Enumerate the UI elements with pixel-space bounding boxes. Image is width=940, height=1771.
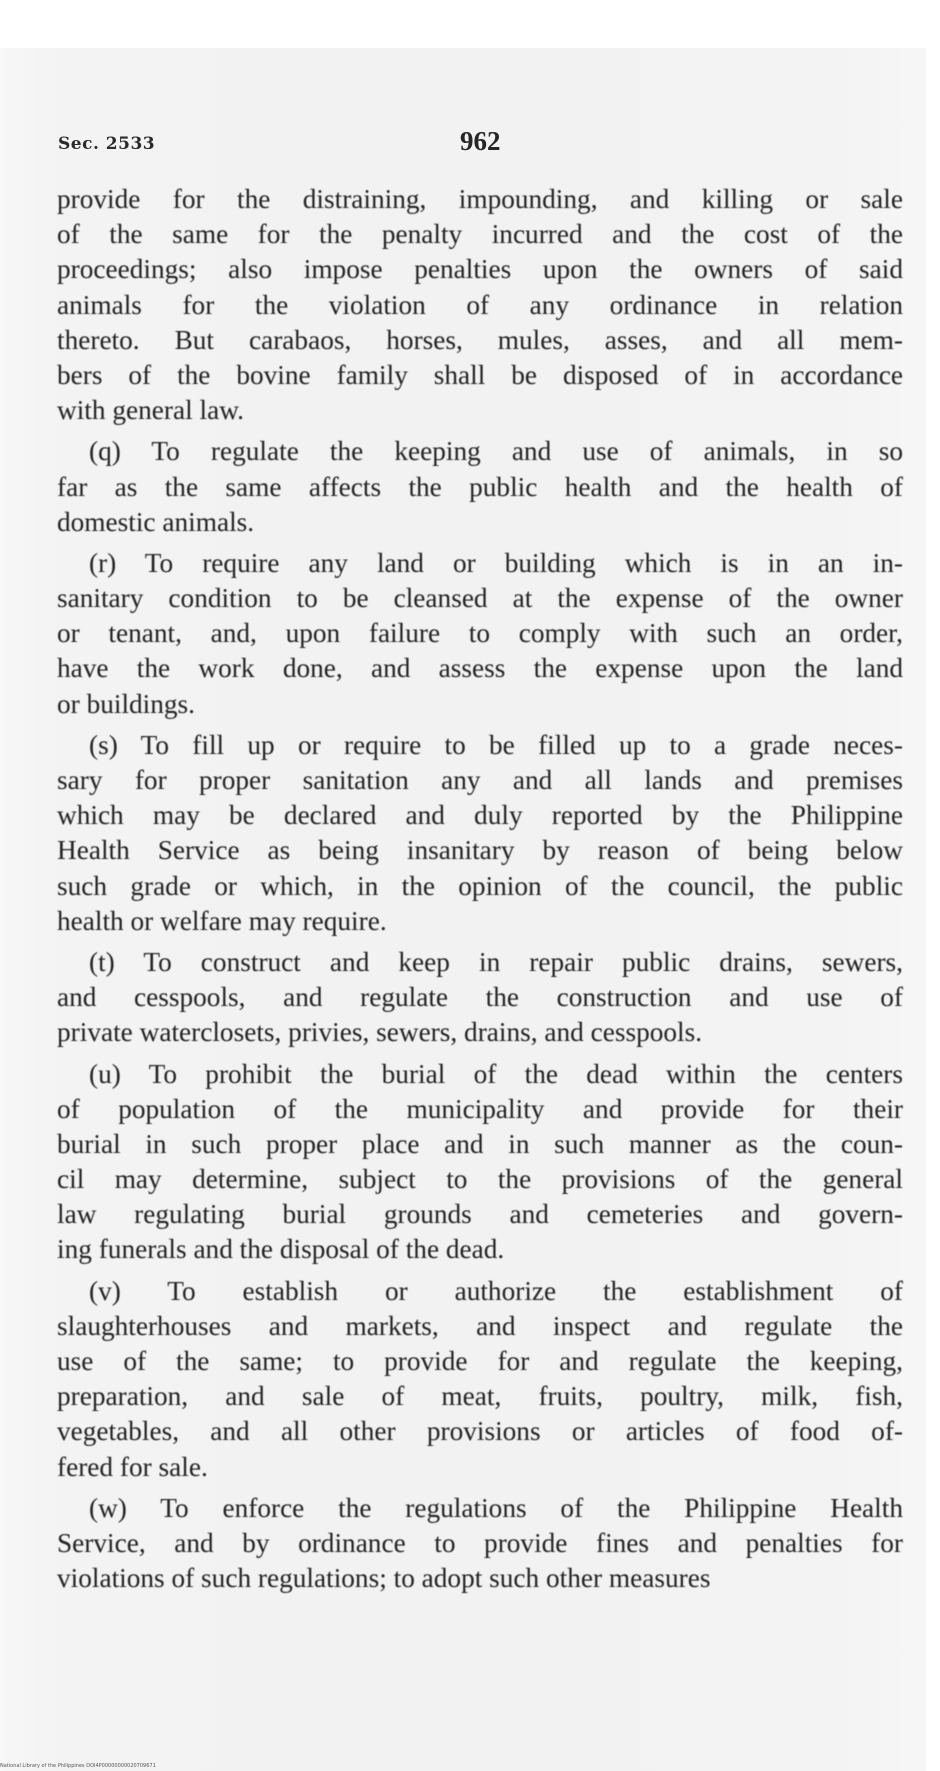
paragraph <box>57 182 903 428</box>
text-line: (s) To fill up or require to be filled up to a grade neces- <box>89 729 903 760</box>
text-line: have the work done, and assess the expense upon the land <box>57 653 903 684</box>
text-line: fered for sale. <box>57 1451 208 1482</box>
text-line: (w) To enforce the regulations of the Philippine Health <box>89 1492 903 1523</box>
paragraph <box>57 728 903 939</box>
text-line: sanitary condition to be cleansed at the expense of the owner <box>57 583 903 614</box>
page-number: 962 <box>460 126 501 156</box>
paragraph <box>57 945 903 1051</box>
text-line: preparation, and sale of meat, fruits, poultry, milk, fish, <box>57 1381 903 1412</box>
text-line: and cesspools, and regulate the construction and use of <box>57 982 903 1013</box>
section-label: Sec. 2533 <box>58 134 156 154</box>
text-line: private waterclosets, privies, sewers, drains, and cesspools. <box>57 1017 703 1048</box>
right-margin <box>926 0 940 1771</box>
text-line: violations of such regulations; to adopt such other measures <box>57 1563 711 1594</box>
text-line: provide for the distraining, impounding, and killing or sale <box>57 184 903 214</box>
text-line: sary for proper sanitation any and all lands and premises <box>57 765 903 795</box>
text-line: proceedings; also impose penalties upon the owners of said <box>57 254 903 285</box>
text-line: (u) To prohibit the burial of the dead within the centers <box>89 1058 903 1089</box>
text-line: of population of the municipality and provide for their <box>57 1093 903 1124</box>
text-line: (r) To require any land or building which is in an in- <box>89 547 903 578</box>
text-line: Service, and by ordinance to provide fines and penalties for <box>57 1527 903 1558</box>
paragraph <box>57 1057 903 1268</box>
text-line: or buildings. <box>57 688 196 719</box>
body-text <box>57 182 903 1596</box>
text-line: (v) To establish or authorize the establishment of <box>89 1275 903 1306</box>
text-line: with general law. <box>57 395 244 426</box>
footer-note: National Library of the Philippines DOI4P00000000020709671 <box>0 1763 156 1769</box>
text-line: of the same for the penalty incurred and the cost of the <box>57 219 903 250</box>
text-line: ing funerals and the disposal of the dead. <box>57 1234 505 1265</box>
page-header <box>58 126 898 166</box>
text-line: animals for the violation of any ordinance in relation <box>57 289 903 320</box>
text-line: vegetables, and all other provisions or articles of food of- <box>57 1416 903 1447</box>
text-line: such grade or which, in the opinion of the council, the public <box>57 870 903 901</box>
text-line: burial in such proper place and in such manner as the coun- <box>57 1128 903 1159</box>
text-line: use of the same; to provide for and regulate the keeping, <box>57 1346 903 1376</box>
text-line: which may be declared and duly reported by the Philippine <box>57 800 903 831</box>
text-line: (t) To construct and keep in repair public drains, sewers, <box>89 946 903 977</box>
paragraph <box>57 434 903 540</box>
text-line: bers of the bovine family shall be disposed of in accordance <box>57 359 903 390</box>
top-margin <box>0 0 940 48</box>
paragraph <box>57 546 903 722</box>
text-line: slaughterhouses and markets, and inspect and regulate the <box>57 1310 903 1341</box>
text-line: thereto. But carabaos, horses, mules, asses, and all mem- <box>57 324 903 355</box>
text-line: law regulating burial grounds and cemeteries and govern- <box>57 1199 903 1230</box>
text-line: far as the same affects the public health and the health of <box>57 471 903 502</box>
text-line: (q) To regulate the keeping and use of animals, in so <box>89 436 903 467</box>
text-line: or tenant, and, upon failure to comply with such an order, <box>57 618 903 649</box>
text-line: Health Service as being insanitary by reason of being below <box>57 835 903 866</box>
text-line: health or welfare may require. <box>57 905 387 936</box>
paragraph <box>57 1274 903 1485</box>
paragraph <box>57 1491 903 1597</box>
text-line: domestic animals. <box>57 506 255 537</box>
text-line: cil may determine, subject to the provisions of the general <box>57 1164 903 1195</box>
